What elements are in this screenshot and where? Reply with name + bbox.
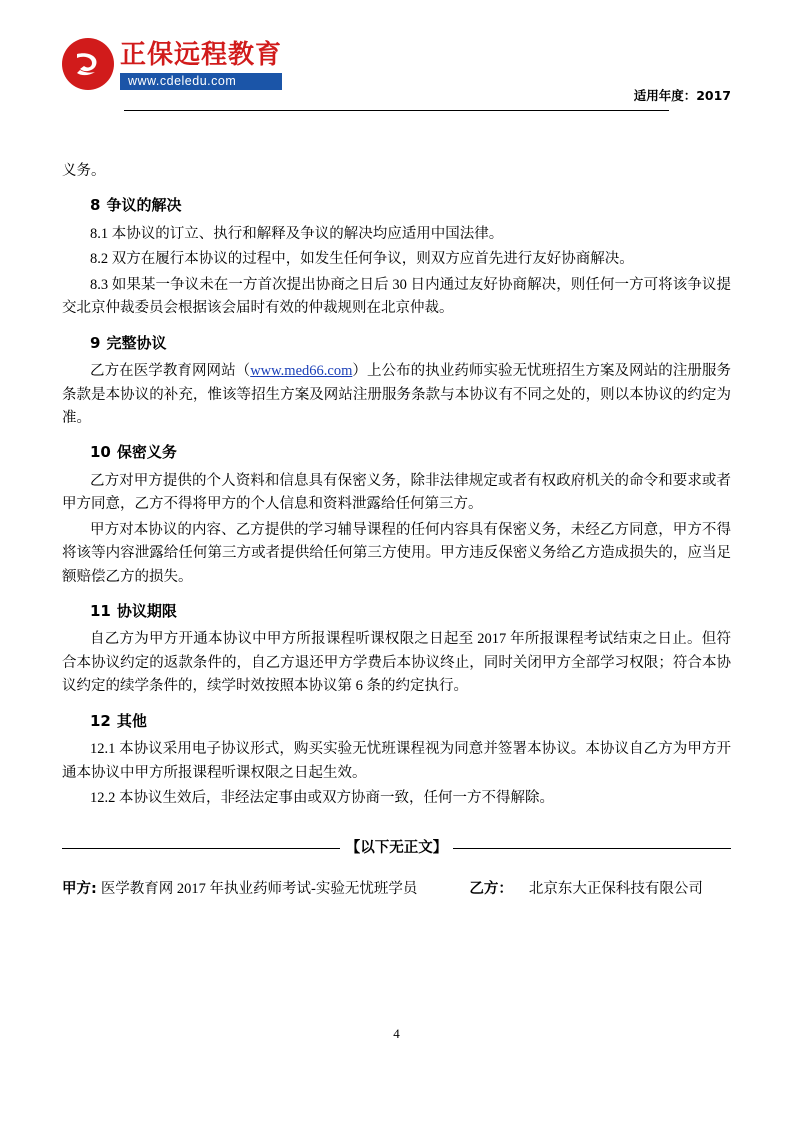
section-number-12: 12	[90, 711, 111, 730]
section-title-12: 其他	[116, 711, 147, 730]
section-heading-12	[62, 709, 731, 733]
divider-line-right	[453, 848, 731, 849]
paragraph-12-1: 12.1 本协议采用电子协议形式，购买实验无忧班课程视为同意并签署本协议。本协议自乙方为甲方开通本协议中甲方所报课程听课权限之日起生效。	[62, 741, 731, 781]
party-b-label: 乙方：	[469, 881, 513, 898]
section-number-10: 10	[90, 443, 111, 462]
brand-title: 正保远程教育	[120, 40, 283, 70]
page-footer	[0, 1026, 793, 1042]
signature-row	[62, 878, 731, 901]
party-a-block	[62, 878, 417, 901]
paragraph-12-2: 12.2 本协议生效后，非经法定事由或双方协商一致，任何一方不得解除。	[90, 790, 554, 807]
party-a-value: 医学教育网 2017 年执业药师考试-实验无忧班学员	[100, 881, 418, 898]
section-heading-8	[62, 193, 731, 217]
document-body	[62, 160, 731, 902]
paragraph-10-2: 甲方对本协议的内容、乙方提供的学习辅导课程的任何内容具有保密义务，未经乙方同意，甲方不得将该等内容泄露给任何第三方或者提供给任何第三方使用。甲方违反保密义务给乙方造成损失的，应当足额赔偿乙方的损失。	[62, 521, 731, 585]
section-title-8: 争议的解决	[106, 196, 182, 215]
section-number-8: 8	[90, 196, 101, 215]
paragraph-8-1: 8.1 本协议的订立、执行和解释及争议的解决均应适用中国法律。	[90, 225, 504, 242]
party-a-label: 甲方:	[62, 881, 97, 898]
paragraph-8-3: 8.3 如果某一争议未在一方首次提出协商之日后 30 日内通过友好协商解决，则任何一方可将该争议提交北京仲裁委员会根据该会届时有效的仲裁规则在北京仲裁。	[62, 276, 731, 317]
page-header	[62, 0, 731, 110]
brand-logo	[62, 38, 282, 90]
section-heading-10	[62, 440, 731, 464]
divider-label: 【以下无正文】	[345, 839, 448, 856]
paragraph-9-1: 乙方在医学教育网网站（www.med66.com）上公布的执业药师实验无忧班招生方案及网站的注册服务条款是本协议的补充，惟该等招生方案及网站注册服务条款与本协议有不同之处的，则以本协议的约定为准。	[62, 363, 732, 426]
paragraph-11-1: 自乙方为甲方开通本协议中甲方所报课程听课权限之日起至 2017 年所报课程考试结束之日止。但符合本协议约定的返款条件的，自乙方退还甲方学费后本协议终止，同时关闭甲方全部学习权限；符合本协议约定的续学条件的，续学时效按照本协议第 6 条的约定执行。	[62, 631, 731, 695]
section-title-9: 完整协议	[106, 333, 167, 352]
swoosh-icon	[71, 47, 105, 81]
section-number-11: 11	[90, 602, 111, 621]
no-text-below-divider	[62, 837, 731, 860]
applicable-year: 适用年度：2017	[633, 88, 731, 103]
party-b-value: 北京东大正保科技有限公司	[528, 881, 703, 898]
brand-text	[120, 38, 282, 90]
party-b-block	[469, 878, 703, 901]
section-number-9: 9	[90, 333, 101, 352]
section-heading-9	[62, 331, 731, 355]
logo-circle-icon	[62, 38, 114, 90]
header-divider	[124, 110, 669, 111]
section-title-11: 协议期限	[116, 602, 177, 621]
divider-line-left	[62, 848, 340, 849]
brand-url: www.cdeledu.com	[120, 73, 282, 90]
section-title-10: 保密义务	[116, 443, 177, 462]
page-number: 4	[393, 1026, 400, 1041]
paragraph-8-2: 8.2 双方在履行本协议的过程中，如发生任何争议，则双方应首先进行友好协商解决。	[90, 251, 634, 268]
med66-link[interactable]: www.med66.com	[250, 363, 353, 380]
paragraph-10-1: 乙方对甲方提供的个人资料和信息具有保密义务，除非法律规定或者有权政府机关的命令和要求或者甲方同意，乙方不得将甲方的个人信息和资料泄露给任何第三方。	[62, 472, 731, 513]
section-heading-11	[62, 599, 731, 623]
carryover-line: 义务。	[62, 163, 106, 179]
